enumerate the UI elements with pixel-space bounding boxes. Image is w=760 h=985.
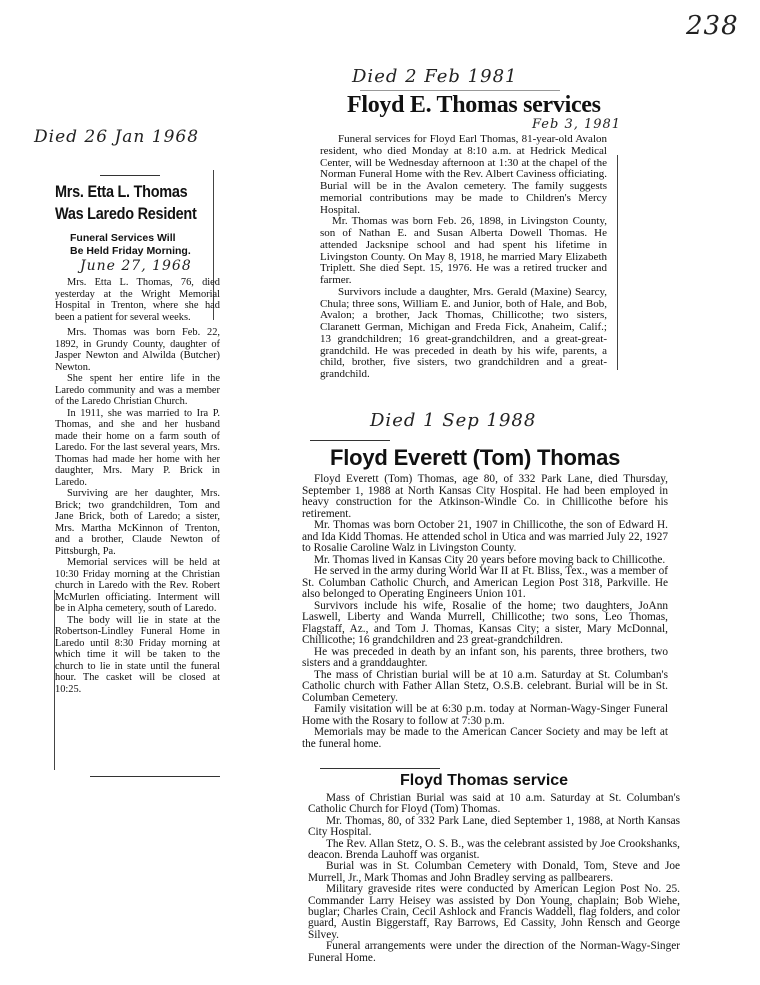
divider (310, 440, 390, 441)
paragraph: She spent her entire life in the Laredo community and was a member of the Laredo Christian Church. (55, 373, 220, 407)
divider (360, 90, 560, 91)
paragraph: Survivors include his wife, Rosalie of the home; two daughters, JoAnn Laswell, Liberty and Wanda Murrell, Chillicothe; two sons, Leo Thomas, Flagstaff, Az., and Tom J. Thomas, Kansas City; a sister, Mary McDonnal, Chillicothe; 16 grandchildren and 23 great-grandchildren. (302, 599, 668, 646)
paragraph: Mr. Thomas lived in Kansas City 20 years before moving back to Chillicothe. (314, 553, 666, 566)
paragraph: Survivors include a daughter, Mrs. Gerald (Maxine) Searcy, Chula; three sons, William E. and Junior, both of Hale, and Bob, Avalon; a brother, Jack Thomas, Chillicothe; two sisters, Claranett German, Michigan and Freda Fick, Anaheim, Calif.; 13 grandchildren; 16 great-grandchildren, and a great-great-grandchild. He was preceded in death by his wife, parents, a child, brother, five sisters, two grandchildren and a great-grandchild. (320, 285, 607, 380)
paragraph: The mass of Christian burial will be at 10 a.m. Saturday at St. Columban's Catholic church with Father Allan Stetz, O.S.B. celebrant. Burial will be in St. Columban Cemetery. (302, 668, 668, 704)
handwritten-death-date: Died 2 Feb 1981 (352, 66, 518, 87)
clipping-4-body (308, 793, 680, 964)
page-number: 238 (686, 11, 739, 41)
clipping-4-headline: Floyd Thomas service (400, 772, 569, 789)
paragraph: Memorial services will be held at 10:30 Friday morning at the Christian church in Laredo with the Rev. Robert McMurlen officiating. Interment will be in Alpha cemetery, south of Laredo. (55, 557, 220, 614)
paragraph: Mr. Thomas was born October 21, 1907 in Chillicothe, the son of Edward H. and Ida Kidd Thomas. He attended schol in Utica and was married July 22, 1927 to Rosalie Caroline Walz in Livingston County. (302, 519, 668, 554)
paragraph: Funeral arrangements were under the direction of the Norman-Wagy-Singer Funeral Home. (308, 940, 680, 964)
handwritten-death-date: Died 1 Sep 1988 (370, 410, 537, 431)
paragraph: Memorials may be made to the American Cancer Society and may be left at the funeral home. (302, 726, 668, 750)
paragraph: Mr. Thomas, 80, of 332 Park Lane, died September 1, 1988, at North Kansas City Hospital. (308, 814, 680, 839)
paragraph: Burial was in St. Columban Cemetery with Donald, Tom, Steve and Joe Murrell, Jr., Mark Thomas and John Bradley serving as pallbearers. (308, 860, 680, 884)
paragraph: Mrs. Etta L. Thomas, 76, died yesterday at the Wright Memorial Hospital in Trenton, where she had been a patient for several weeks. (55, 277, 220, 323)
paragraph: The body will lie in state at the Robertson-Lindley Funeral Home in Laredo until 8:30 Friday morning at which time it will be taken to the church to lie in state until the funeral hour. The casket will be closed at 10:25. (55, 614, 220, 695)
clipping-1-subhead (70, 232, 191, 258)
handwritten-date: June 27, 1968 (80, 258, 192, 274)
divider (90, 776, 220, 777)
paragraph: He was preceded in death by an infant son, his parents, three brothers, two sisters and a granddaughter. (302, 645, 668, 669)
clipping-3-body (302, 474, 668, 750)
handwritten-date: Feb 3, 1981 (532, 117, 622, 132)
column-rule (54, 590, 55, 770)
clipping-1-body (55, 277, 220, 695)
paragraph: Mass of Christian Burial was said at 10 a.m. Saturday at St. Columban's Catholic Church for Floyd (Tom) Thomas. (308, 792, 680, 816)
paragraph: He served in the army during World War II at Ft. Bliss, Tex., was a member of St. Columban Catholic Church, and American Legion Post 318, Parkville. He also belonged to Operating Engineers Union 101. (302, 565, 668, 600)
handwritten-death-date: Died 26 Jan 1968 (34, 127, 200, 147)
paragraph: Mrs. Thomas was born Feb. 22, 1892, in Grundy County, daughter of Jasper Newton and Alwilda (Butcher) Newton. (55, 327, 220, 373)
clipping-1-headline (55, 181, 197, 225)
subhead-line: Funeral Services Will (70, 232, 176, 244)
divider (320, 768, 440, 769)
clipping-3-headline: Floyd Everett (Tom) Thomas (330, 445, 621, 470)
paragraph: Floyd Everett (Tom) Thomas, age 80, of 332 Park Lane, died Thursday, September 1, 1988 at North Kansas City Hospital. He had been employed in heavy construction for the Atkinson-Windle Co. in Chillicothe before his retirement. (302, 473, 668, 520)
paragraph: Mr. Thomas was born Feb. 26, 1898, in Livingston County, son of Nathan E. and Susan Alberta Dowell Thomas. He attended Jacksnipe school and had spent his lifetime in Livingston County. On May 8, 1918, he married Mary Elizabeth Triplett. She died Sept. 15, 1976. He was a retired trucker and farmer. (320, 215, 607, 286)
paragraph: The Rev. Allan Stetz, O. S. B., was the celebrant assisted by Joe Crookshanks, deacon. Brenda Lauhoff was organist. (308, 837, 680, 862)
clipping-2-body (320, 134, 607, 381)
clipping-2-headline: Floyd E. Thomas services (347, 92, 601, 118)
paragraph: Funeral services for Floyd Earl Thomas, 81-year-old Avalon resident, who died Monday at 8:10 a.m. at Hedrick Medical Center, will be Wednesday afternoon at 1:30 at the chapel of the Norman Funeral Home with the Rev. Albert Caviness officiating. Burial will be in the Avalon cemetery. The family suggests memorial contributions may be made to Children's Mercy Hospital. (320, 133, 607, 216)
divider (100, 175, 160, 176)
headline-line: Was Laredo Resident (55, 204, 197, 223)
paragraph: Surviving are her daughter, Mrs. Brick; two grandchildren, Tom and Jane Brick, both of Laredo; a sister, Mrs. Martha McKinnon of Trenton, and a brother, Claude Newton of Pittsburgh, Pa. (55, 488, 220, 557)
column-rule (617, 155, 618, 370)
paragraph: Family visitation will be at 6:30 p.m. today at Norman-Wagy-Singer Funeral Home with the Rosary to follow at 7:30 p.m. (302, 703, 668, 727)
headline-line: Mrs. Etta L. Thomas (55, 182, 188, 201)
paragraph: In 1911, she was married to Ira P. Thomas, and she and her husband made their home on a farm south of Laredo. For the last several years, Mrs. Thomas had made her home with her daughter, Mrs. Mary P. Brick in Laredo. (55, 407, 220, 488)
subhead-line: Be Held Friday Morning. (70, 245, 191, 257)
paragraph: Military graveside rites were conducted by American Legion Post No. 25. Commander Larry Heisey was assisted by Don Young, chaplain; Bob Wiehe, buglar; Charles Crain, Cecil Ashlock and Francis Waddell, flag folders, and color guard, Austin Biggerstaff, Ray Barrows, Ed Cassity, John Rensch and George Silvey. (308, 883, 680, 941)
